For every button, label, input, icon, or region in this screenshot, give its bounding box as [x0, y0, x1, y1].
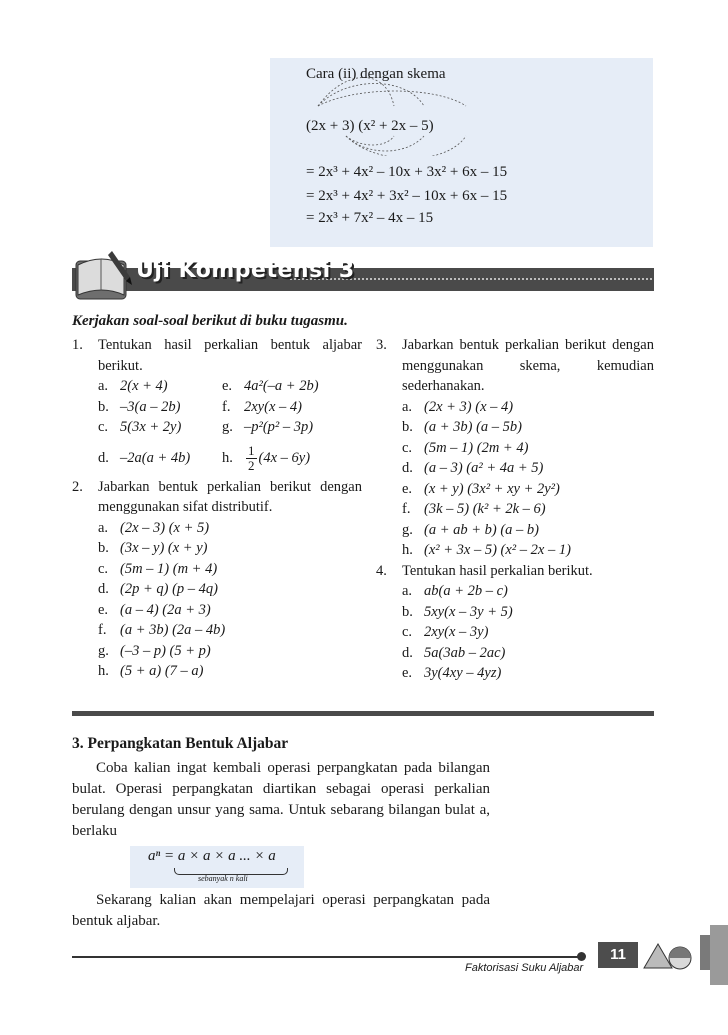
scheme-arrows [306, 76, 486, 156]
footer-decoration-icon [640, 940, 700, 972]
banner-title: Uji Kompetensi 3 [136, 258, 355, 283]
question-text: Tentukan hasil perkalian bentuk aljabar berikut. [98, 337, 362, 374]
list-item: g. (–3 – p) (5 + p) [98, 642, 211, 659]
list-item: c. 5(3x + 2y) g. –p²(p² – 3p) [98, 419, 314, 435]
list-item: d. –2a(a + 4b) h. $\frac{1}{2}$ (4x – 6y) [98, 442, 311, 473]
fraction: $\frac{1}{2}$ [248, 442, 255, 473]
page-edge [710, 925, 728, 985]
example-box [270, 58, 653, 247]
question-number: 4. [376, 562, 387, 579]
example-step-1: = 2x³ + 4x² – 10x + 3x² + 6x – 15 [306, 164, 508, 180]
question-text: Jabarkan bentuk perkalian berikut dengan menggunakan skema, kemudian sederhanakan. [402, 337, 654, 394]
list-item: c. (5m – 1) (2m + 4) [402, 439, 529, 456]
list-item: d. (a – 3) (a² + 4a + 5) [402, 460, 544, 476]
example-heading: Cara (ii) dengan skema [306, 66, 446, 82]
list-item: d. 5a(3ab – 2ac) [402, 644, 506, 661]
question-1 [72, 335, 362, 473]
list-item: h. (5 + a) (7 – a) [98, 663, 204, 679]
question-2-items [98, 518, 362, 682]
question-3-items [402, 397, 654, 561]
example-step-2: = 2x³ + 4x² + 3x² – 10x + 6x – 15 [306, 188, 508, 204]
question-text: Tentukan hasil perkalian berikut. [402, 562, 593, 579]
example-expression: (2x + 3) (x² + 2x – 5) [306, 118, 434, 134]
section-heading: 3. Perpangkatan Bentuk Aljabar [72, 735, 289, 752]
notebook-pen-icon [72, 247, 138, 305]
question-4 [376, 561, 654, 684]
page-number: 11 [598, 942, 638, 968]
paragraph-next: Sekarang kalian akan mempelajari operasi perpangkatan pada bentuk aljabar. [72, 892, 490, 929]
formula-note: sebanyak n kali [198, 874, 248, 883]
list-item: b. 5xy(x – 3y + 5) [402, 603, 513, 620]
list-item: b. (a + 3b) (a – 5b) [402, 419, 522, 435]
list-item: a. (2x – 3) (x + 5) [98, 519, 210, 536]
footer-rule [72, 956, 584, 958]
paragraph-intro: Coba kalian ingat kembali operasi perpangkatan pada bilangan bulat. Operasi perpangkatan diartikan sebagai operasi perkalian berulang dengan unsur yang sama. Untuk sebarang bilangan bulat a, berlaku [72, 760, 490, 839]
question-1-items [98, 376, 362, 473]
question-4-items [402, 581, 654, 684]
question-text: Jabarkan bentuk perkalian berikut dengan menggunakan sifat distributif. [98, 478, 362, 515]
list-item: g. (a + ab + b) (a – b) [402, 521, 540, 538]
question-3 [376, 335, 654, 561]
list-item: e. (x + y) (3x² + xy + 2y²) [402, 480, 560, 497]
list-item: f. (3k – 5) (k² + 2k – 6) [402, 501, 546, 517]
question-number: 2. [72, 478, 83, 495]
left-column [72, 335, 362, 682]
list-item: c. 2xy(x – 3y) [402, 624, 489, 640]
question-number: 1. [72, 337, 83, 353]
footer-book-title: Faktorisasi Suku Aljabar [465, 962, 584, 974]
list-item: e. (a – 4) (2a + 3) [98, 601, 211, 618]
list-item: e. 3y(4xy – 4yz) [402, 665, 502, 681]
right-column [376, 335, 654, 684]
list-item: a. ab(a + 2b – c) [402, 583, 508, 599]
question-number: 3. [376, 337, 387, 353]
list-item: f. (a + 3b) (2a – 4b) [98, 622, 226, 638]
list-item: h. (x² + 3x – 5) (x² – 2x – 1) [402, 542, 571, 558]
list-item: b. –3(a – 2b) f. 2xy(x – 4) [98, 398, 302, 415]
formula-text: aⁿ = a × a × a ... × a [148, 848, 276, 864]
example-step-3: = 2x³ + 7x² – 4x – 15 [306, 210, 434, 226]
section-divider [72, 711, 654, 716]
page-edge [700, 935, 710, 970]
power-formula [130, 846, 304, 888]
list-item: a. 2(x + 4) e. 4a²(–a + 2b) [98, 378, 319, 394]
list-item: a. (2x + 3) (x – 4) [402, 398, 514, 415]
instruction-text: Kerjakan soal-soal berikut di buku tugasmu. [72, 313, 348, 329]
footer-dot [577, 952, 586, 961]
list-item: c. (5m – 1) (m + 4) [98, 560, 218, 577]
question-2 [72, 477, 362, 682]
list-item: d. (2p + q) (p – 4q) [98, 581, 218, 597]
list-item: b. (3x – y) (x + y) [98, 540, 208, 556]
